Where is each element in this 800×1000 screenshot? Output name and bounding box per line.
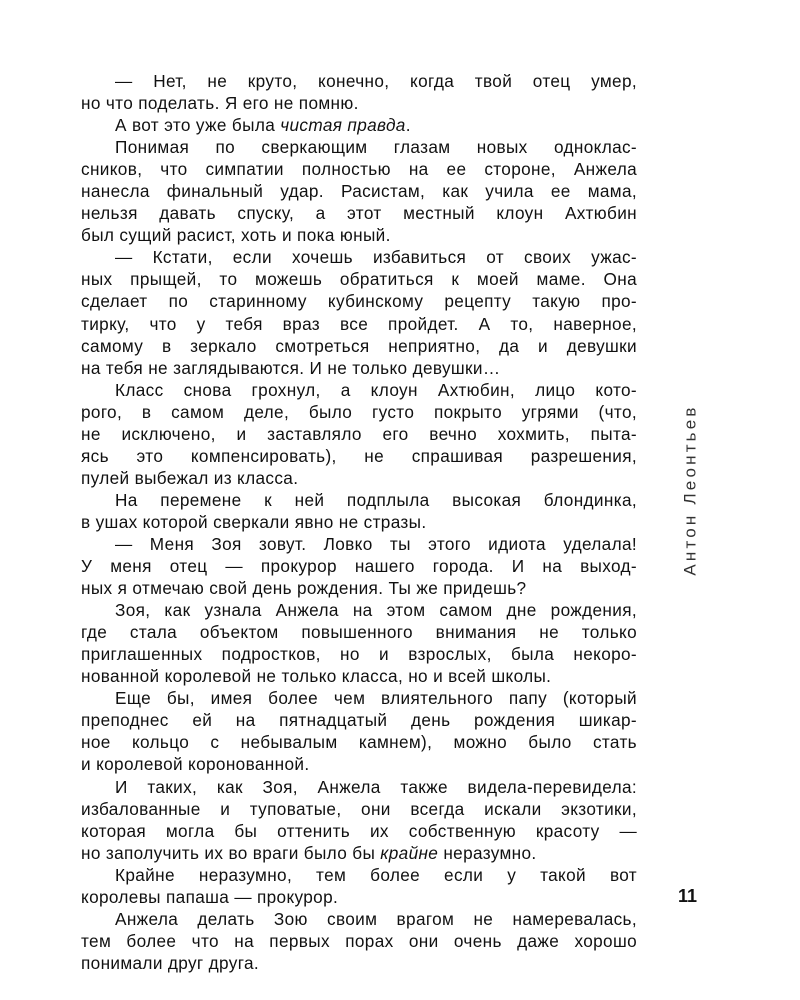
text-line bbox=[81, 445, 637, 467]
text-line-content: А вот это уже была bbox=[115, 115, 281, 136]
text-line-content: которая могла бы оттенить их собственную красоту — bbox=[81, 820, 637, 841]
text-line bbox=[81, 335, 637, 357]
text-line-content: ное кольцо с небывалым камнем), можно было стать bbox=[81, 732, 637, 753]
text-line bbox=[81, 136, 637, 158]
text-line bbox=[81, 665, 637, 687]
text-line bbox=[81, 908, 637, 930]
text-line bbox=[81, 798, 637, 820]
text-line bbox=[81, 599, 637, 621]
text-line-content: но что поделать. Я его не помню. bbox=[81, 93, 359, 114]
text-line-content: сников, что симпатии полностью на ее стороне, Анжела bbox=[81, 159, 637, 180]
text-line-content: — Кстати, если хочешь избавиться от своих ужас- bbox=[115, 247, 637, 268]
text-line-content: Класс снова грохнул, а клоун Ахтюбин, лицо кото- bbox=[115, 379, 637, 400]
text-line bbox=[81, 555, 637, 577]
text-line bbox=[81, 313, 637, 335]
text-line bbox=[81, 70, 637, 92]
text-line bbox=[81, 731, 637, 753]
text-line bbox=[81, 842, 637, 864]
text-line bbox=[81, 886, 637, 908]
text-line-content: королевы папаша — прокурор. bbox=[81, 886, 339, 907]
text-line-content: преподнес ей на пятнадцатый день рождения шикар- bbox=[81, 710, 637, 731]
text-line-content: нельзя давать спуску, а этот местный клоун Ахтюбин bbox=[81, 203, 637, 224]
text-line-content: У меня отец — прокурор нашего города. И на выход- bbox=[81, 556, 637, 577]
text-line-content: где стала объектом повышенного внимания не только bbox=[81, 622, 637, 643]
text-line-content: Еще бы, имея более чем влиятельного папу (который bbox=[115, 688, 637, 709]
text-line-content: нанесла финальный удар. Расистам, как учила ее мама, bbox=[81, 181, 637, 202]
main-text bbox=[81, 70, 637, 974]
text-line-content: На перемене к ней подплыла высокая блондинка, bbox=[115, 489, 637, 510]
text-line bbox=[81, 158, 637, 180]
text-line-content: рого, в самом деле, было густо покрыто угрями (что, bbox=[81, 401, 637, 422]
text-line-content: Анжела делать Зою своим врагом не намеревалась, bbox=[115, 908, 637, 929]
text-line-content: Зоя, как узнала Анжела на этом самом дне рождения, bbox=[115, 600, 637, 621]
text-line bbox=[81, 268, 637, 290]
text-line-content: нованной королевой не только класса, но и всей школы. bbox=[81, 666, 552, 687]
text-line-content: тем более что на первых порах они очень даже хорошо bbox=[81, 930, 637, 951]
text-line-content: ных прыщей, то можешь обратиться к моей маме. Она bbox=[81, 269, 637, 290]
text-line bbox=[81, 776, 637, 798]
author-name: Антон Леонтьев bbox=[681, 404, 700, 576]
text-line-tail: неразумно. bbox=[438, 842, 537, 863]
text-line-content: И таких, как Зоя, Анжела также видела-перевидела: bbox=[115, 776, 637, 797]
text-line-content: был сущий расист, хоть и пока юный. bbox=[81, 225, 391, 246]
text-line-tail: . bbox=[405, 115, 411, 136]
text-line bbox=[81, 489, 637, 511]
text-line-content: и королевой коронованной. bbox=[81, 754, 310, 775]
text-line bbox=[81, 753, 637, 775]
text-line-content: на тебя не заглядываются. И не только девушки… bbox=[81, 357, 501, 378]
text-line bbox=[81, 224, 637, 246]
text-line-content: ясь это компенсировать), не спрашивая разрешения, bbox=[81, 445, 637, 466]
text-line bbox=[81, 180, 637, 202]
text-line bbox=[81, 467, 637, 489]
text-line bbox=[81, 864, 637, 886]
text-line-emphasis: чистая правда bbox=[280, 115, 406, 136]
text-line bbox=[81, 511, 637, 533]
text-line bbox=[81, 577, 637, 599]
text-line bbox=[81, 290, 637, 312]
text-line bbox=[81, 709, 637, 731]
text-line bbox=[81, 621, 637, 643]
text-line bbox=[81, 820, 637, 842]
text-line bbox=[81, 92, 637, 114]
text-line-content: понимали друг друга. bbox=[81, 952, 259, 973]
text-line-content: сделает по старинному кубинскому рецепту такую про- bbox=[81, 291, 637, 312]
text-line-content: — Нет, не круто, конечно, когда твой отец умер, bbox=[115, 71, 637, 91]
running-head-author bbox=[671, 390, 711, 590]
text-line bbox=[81, 401, 637, 423]
text-line-emphasis: крайне bbox=[380, 842, 439, 863]
text-line bbox=[81, 423, 637, 445]
text-line bbox=[81, 533, 637, 555]
text-line-content: Понимая по сверкающим глазам новых одноклас- bbox=[115, 137, 637, 158]
text-line bbox=[81, 357, 637, 379]
text-line-content: но заполучить их во враги было бы bbox=[81, 842, 381, 863]
text-line-content: ных я отмечаю свой день рождения. Ты же придешь? bbox=[81, 578, 527, 599]
text-line bbox=[81, 246, 637, 268]
text-line bbox=[81, 687, 637, 709]
text-line bbox=[81, 952, 637, 974]
text-line bbox=[81, 202, 637, 224]
text-line-content: Крайне неразумно, тем более если у такой вот bbox=[115, 864, 637, 885]
text-line bbox=[81, 379, 637, 401]
text-line-content: — Меня Зоя зовут. Ловко ты этого идиота уделала! bbox=[115, 533, 637, 554]
text-line-content: не исключено, и заставляло его вечно хохмить, пыта- bbox=[81, 423, 637, 444]
text-line-content: пулей выбежал из класса. bbox=[81, 467, 299, 488]
text-line bbox=[81, 114, 637, 136]
text-line-content: приглашенных подростков, но и взрослых, была некоро- bbox=[81, 644, 637, 665]
text-line-content: в ушах которой сверкали явно не стразы. bbox=[81, 511, 427, 532]
page-number: 11 bbox=[678, 886, 698, 906]
text-line-content: избалованные и туповатые, они всегда искали экзотики, bbox=[81, 798, 637, 819]
text-line-content: тирку, что у тебя враз все пройдет. А то, наверное, bbox=[81, 313, 637, 334]
text-line-content: самому в зеркало смотреться неприятно, да и девушки bbox=[81, 335, 637, 356]
text-line bbox=[81, 643, 637, 665]
text-line bbox=[81, 930, 637, 952]
